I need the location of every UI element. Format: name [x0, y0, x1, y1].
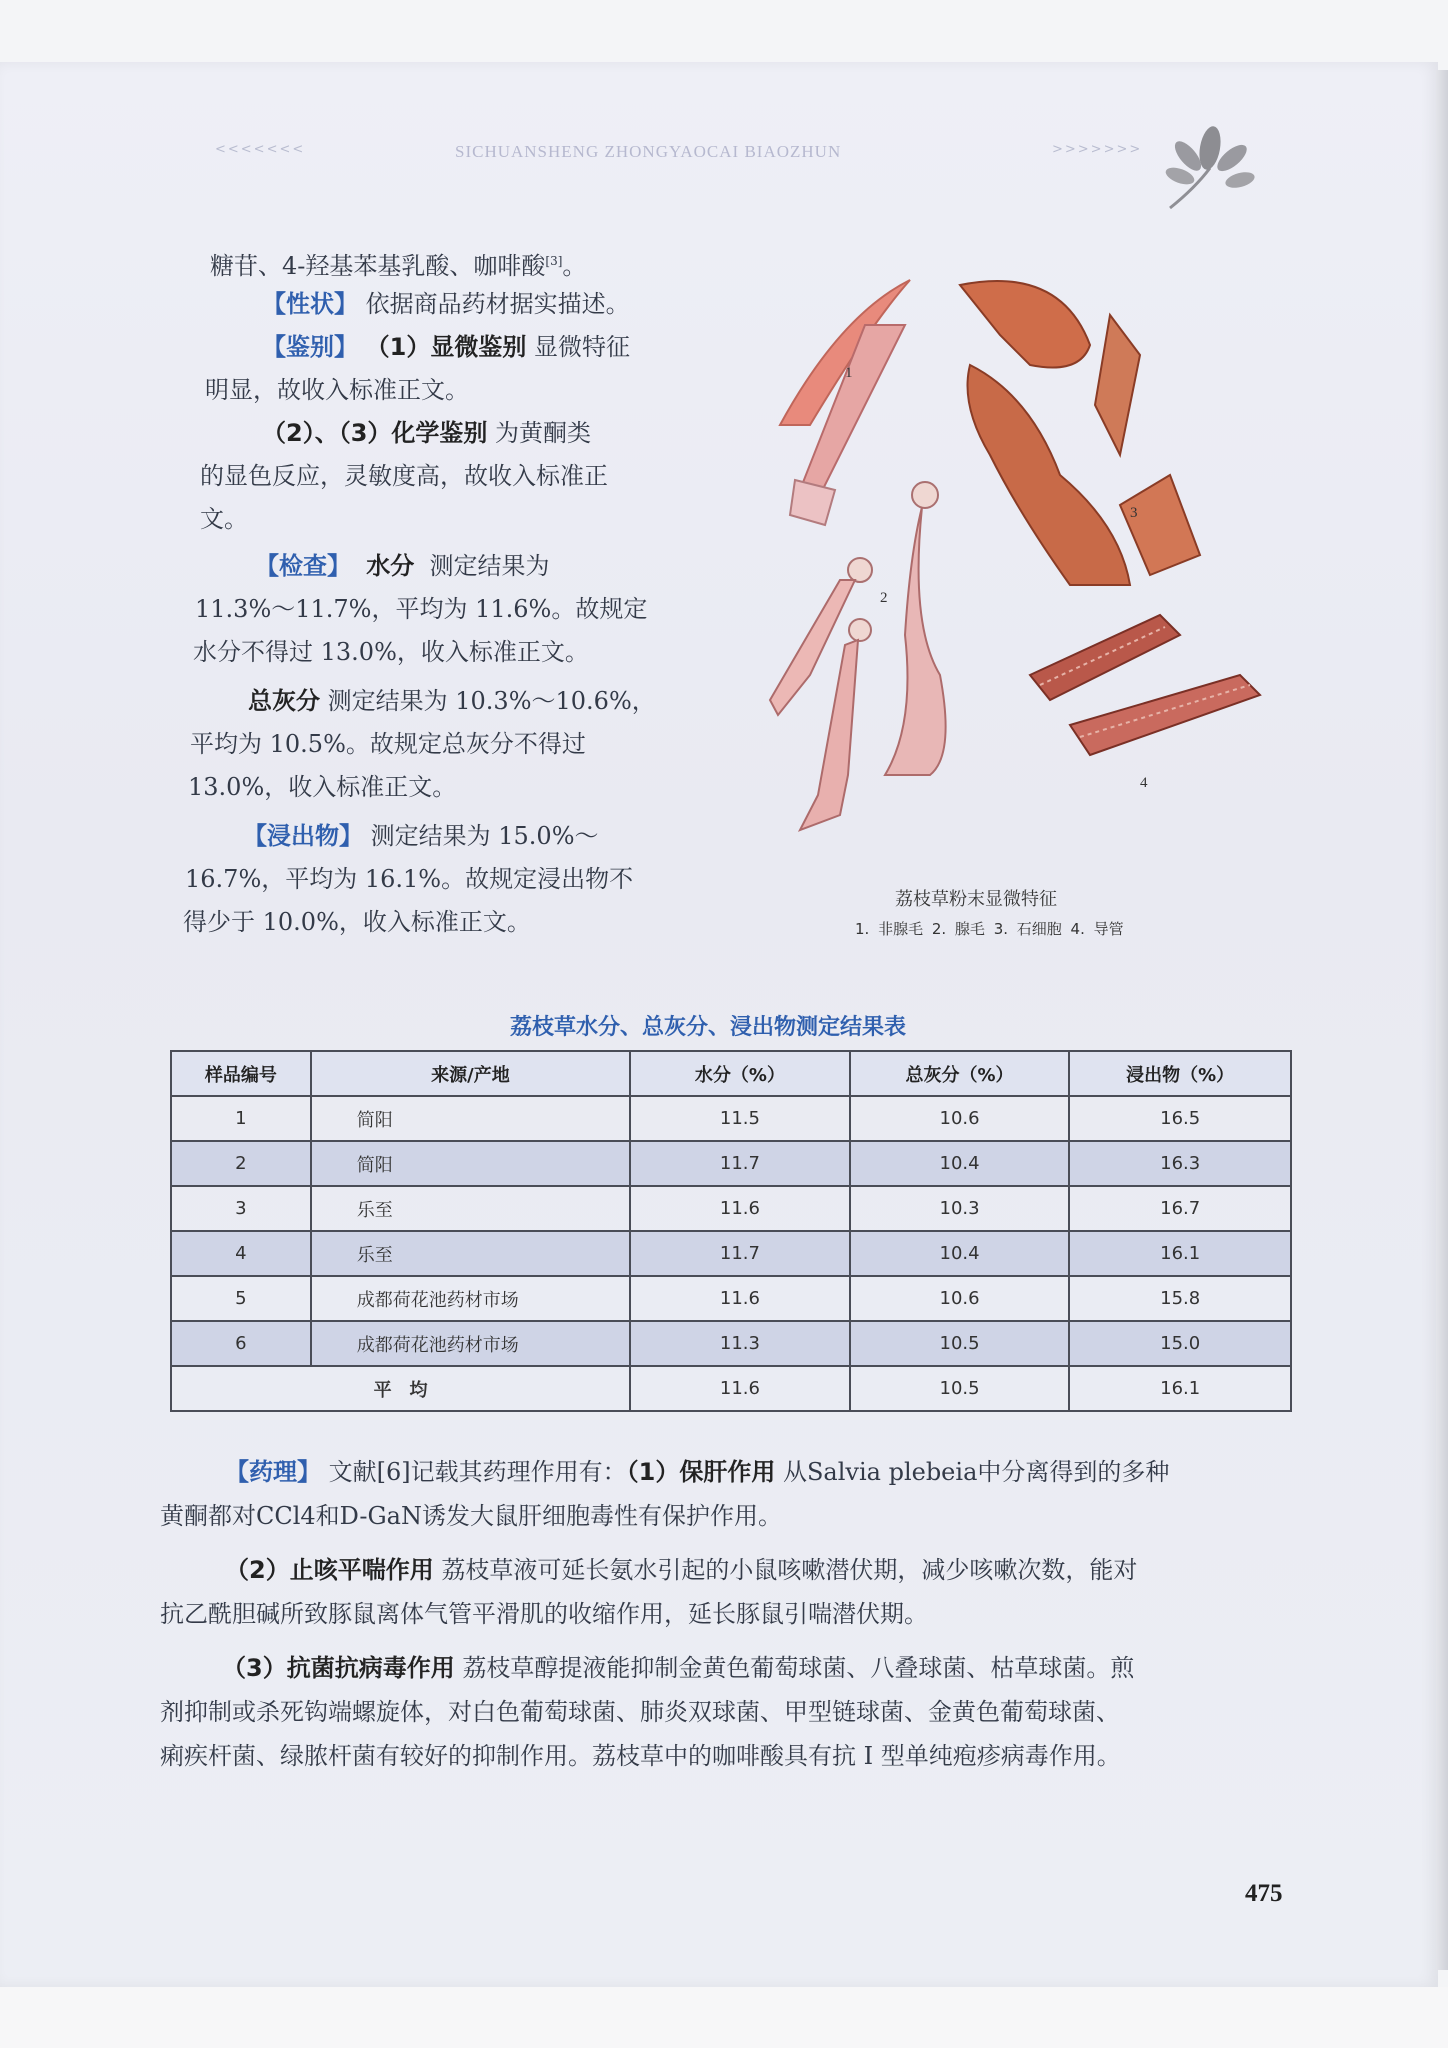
- figure-label-1: 1: [845, 365, 853, 381]
- table-cell: 16.1: [1069, 1231, 1291, 1276]
- table-average-row: [171, 1366, 1291, 1411]
- results-table: [170, 1050, 1292, 1412]
- xingzhuang-paragraph: 【性状】 依据商品药材据实描述。: [262, 290, 630, 318]
- text-line: 的显色反应，灵敏度高，故收入标准正: [200, 462, 608, 490]
- text-line: 水分不得过 13.0%，收入标准正文。: [193, 638, 589, 666]
- table-cell: 简阳: [311, 1141, 630, 1186]
- table-cell: 15.0: [1069, 1321, 1291, 1366]
- figure-label-2: 2: [880, 590, 888, 606]
- running-header: SICHUANSHENG ZHONGYAOCAI BIAOZHUN: [455, 142, 842, 161]
- table-cell: 3: [171, 1186, 311, 1231]
- table-cell: 10.6: [850, 1096, 1070, 1141]
- table-cell: 成都荷花池药材市场: [311, 1276, 630, 1321]
- table-cell: 6: [171, 1321, 311, 1366]
- page-edge: [1436, 70, 1448, 1970]
- table-row: [171, 1321, 1291, 1366]
- pharm-intro: 【药理】 文献[6]记载其药理作用有：（1）保肝作用 从Salvia plebeia中分离得到的多种: [225, 1458, 1170, 1486]
- table-cell: 11.7: [630, 1141, 850, 1186]
- page-number: 475: [1245, 1880, 1283, 1907]
- column-header: 来源/产地: [311, 1051, 630, 1096]
- text-line: 痢疾杆菌、绿脓杆菌有较好的抑制作用。荔枝草中的咖啡酸具有抗 I 型单纯疱疹病毒作用。: [160, 1742, 1121, 1770]
- table-cell: 乐至: [311, 1186, 630, 1231]
- pharm-paragraph-2: （2）止咳平喘作用 荔枝草液可延长氨水引起的小鼠咳嗽潜伏期，减少咳嗽次数，能对: [225, 1556, 1138, 1584]
- bottom-margin: [0, 1987, 1448, 2048]
- table-row: [171, 1096, 1291, 1141]
- figure-label-4: 4: [1140, 775, 1148, 791]
- column-header: 浸出物（%）: [1069, 1051, 1291, 1096]
- table-cell: 16.1: [1069, 1366, 1291, 1411]
- table-cell: 4: [171, 1231, 311, 1276]
- table-cell: 16.7: [1069, 1186, 1291, 1231]
- table-cell: 15.8: [1069, 1276, 1291, 1321]
- table-row: [171, 1141, 1291, 1186]
- header-ornament-right: >>>>>>>: [1052, 142, 1143, 157]
- average-label: 平 均: [171, 1366, 630, 1411]
- microscopy-figure: [700, 255, 1300, 855]
- text-line: 黄酮都对CCl4和D-GaN诱发大鼠肝细胞毒性有保护作用。: [160, 1502, 782, 1530]
- table-cell: 11.5: [630, 1096, 850, 1141]
- column-header: 水分（%）: [630, 1051, 850, 1096]
- jiancha-paragraph: 【检查】 水分 测定结果为: [255, 552, 550, 580]
- column-header: 样品编号: [171, 1051, 311, 1096]
- table-cell: 1: [171, 1096, 311, 1141]
- table-cell: 11.3: [630, 1321, 850, 1366]
- zonghui-paragraph: 总灰分 测定结果为 10.3%～10.6%，: [248, 687, 656, 715]
- text-line: 剂抑制或杀死钩端螺旋体，对白色葡萄球菌、肺炎双球菌、甲型链球菌、金黄色葡萄球菌、: [160, 1698, 1120, 1726]
- table-cell: 成都荷花池药材市场: [311, 1321, 630, 1366]
- table-cell: 简阳: [311, 1096, 630, 1141]
- leaf-logo-icon: [1150, 118, 1270, 218]
- table-cell: 10.5: [850, 1366, 1070, 1411]
- table-cell: 乐至: [311, 1231, 630, 1276]
- figure-label-3: 3: [1130, 505, 1138, 521]
- table-cell: 10.3: [850, 1186, 1070, 1231]
- column-header: 总灰分（%）: [850, 1051, 1070, 1096]
- text-line: 明显，故收入标准正文。: [205, 376, 469, 404]
- text-line: 文。: [200, 505, 248, 533]
- table-header-row: [171, 1051, 1291, 1096]
- table-cell: 5: [171, 1276, 311, 1321]
- jinchu-paragraph: 【浸出物】 测定结果为 15.0%～: [243, 822, 599, 850]
- jianbie-paragraph: 【鉴别】 （1）显微鉴别 显微特征: [262, 333, 630, 361]
- table-row: [171, 1276, 1291, 1321]
- table-cell: 11.6: [630, 1186, 850, 1231]
- table-cell: 11.6: [630, 1276, 850, 1321]
- text-line: 糖苷、4-羟基苯基乳酸、咖啡酸[3]。: [210, 252, 587, 280]
- table-cell: 16.5: [1069, 1096, 1291, 1141]
- table-cell: 10.6: [850, 1276, 1070, 1321]
- text-line: 得少于 10.0%，收入标准正文。: [183, 908, 531, 936]
- huaxue-paragraph: （2）、（3）化学鉴别 为黄酮类: [262, 419, 592, 447]
- figure-caption: 荔枝草粉末显微特征: [895, 889, 1057, 910]
- pharm-paragraph-3: （3）抗菌抗病毒作用 荔枝草醇提液能抑制金黄色葡萄球菌、八叠球菌、枯草球菌。煎: [222, 1654, 1135, 1682]
- table-cell: 10.5: [850, 1321, 1070, 1366]
- table-row: [171, 1186, 1291, 1231]
- figure-legend: 1. 非腺毛 2. 腺毛 3. 石细胞 4. 导管: [855, 920, 1124, 938]
- text-line: 13.0%，收入标准正文。: [188, 773, 457, 801]
- table-cell: 2: [171, 1141, 311, 1186]
- table-title: 荔枝草水分、总灰分、浸出物测定结果表: [510, 1014, 907, 1040]
- table-cell: 10.4: [850, 1231, 1070, 1276]
- table-cell: 10.4: [850, 1141, 1070, 1186]
- table-cell: 11.7: [630, 1231, 850, 1276]
- text-line: 16.7%，平均为 16.1%。故规定浸出物不: [185, 865, 634, 893]
- table-row: [171, 1231, 1291, 1276]
- text-line: 11.3%～11.7%，平均为 11.6%。故规定: [195, 595, 648, 623]
- table-cell: 16.3: [1069, 1141, 1291, 1186]
- text-line: 平均为 10.5%。故规定总灰分不得过: [190, 730, 586, 758]
- table-cell: 11.6: [630, 1366, 850, 1411]
- text-line: 抗乙酰胆碱所致豚鼠离体气管平滑肌的收缩作用，延长豚鼠引喘潜伏期。: [160, 1600, 928, 1628]
- header-ornament-left: <<<<<<<: [215, 142, 306, 157]
